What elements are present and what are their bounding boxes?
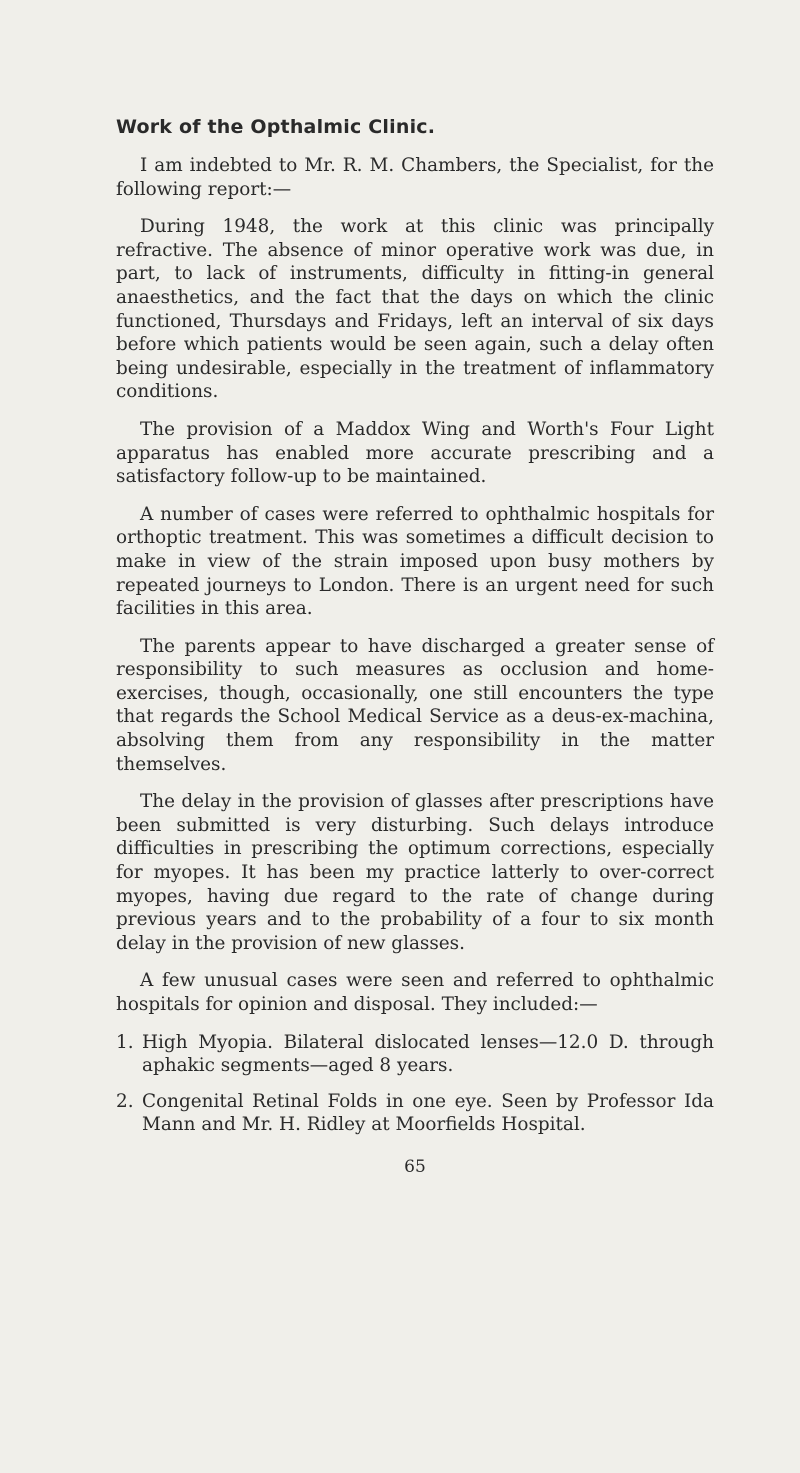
- paragraph-parents: The parents appear to have discharged a greater sense of responsibility to such measures as occlusion and home-exercises, though, occasionally, one still encounters the type that regards the School Medical Service as a deus-ex-machina, absolving them from any responsibility in the matter themselves.: [116, 635, 714, 775]
- paragraph-acknowledgement: I am indebted to Mr. R. M. Chambers, the Specialist, for the following report:—: [116, 155, 714, 200]
- paragraph-1948-work: During 1948, the work at this clinic was principally refractive. The absence of minor operative work was due, in part, to lack of instruments, difficulty in fitting-in general anaesthetics, and the fact that the days on which the clinic functioned, Thursdays and Fridays, left an interval of six days before which patients would be seen again, such a delay often being undesirable, especially in the treatment of inflammatory conditions.: [116, 216, 714, 403]
- case-text: Congenital Retinal Folds in one eye. Seen by Professor Ida Mann and Mr. H. Ridley at Moorfields Hospital.: [142, 1090, 714, 1136]
- paragraph-referrals: A number of cases were referred to ophthalmic hospitals for orthoptic treatment. This was sometimes a difficult decision to make in view of the strain imposed upon busy mothers by repeated journeys to London. There is an urgent need for such facilities in this area.: [116, 503, 714, 620]
- list-item: [116, 1090, 714, 1137]
- paragraph-apparatus: The provision of a Maddox Wing and Worth's Four Light apparatus has enabled more accurate prescribing and a satisfactory follow-up to be maintained.: [116, 418, 714, 488]
- page-number: 65: [404, 1156, 426, 1177]
- case-text: High Myopia. Bilateral dislocated lenses—12.0 D. through aphakic segments—aged 8 years.: [142, 1031, 714, 1077]
- case-number: 1.: [116, 1031, 134, 1053]
- case-number: 2.: [116, 1090, 134, 1112]
- list-item: [116, 1031, 714, 1078]
- paragraph-glasses-delay: The delay in the provision of glasses after prescriptions have been submitted is very disturbing. Such delays introduce difficulties in prescribing the optimum corrections, especially for myopes. It has been my practice latterly to over-correct myopes, having due regard to the rate of change during previous years and to the probability of a four to six month delay in the provision of new glasses.: [116, 791, 714, 954]
- case-list: [116, 1031, 714, 1137]
- paragraph-unusual-cases: A few unusual cases were seen and referred to ophthalmic hospitals for opinion and disposal. They included:—: [116, 970, 714, 1015]
- section-heading: Work of the Opthalmic Clinic.: [116, 116, 436, 138]
